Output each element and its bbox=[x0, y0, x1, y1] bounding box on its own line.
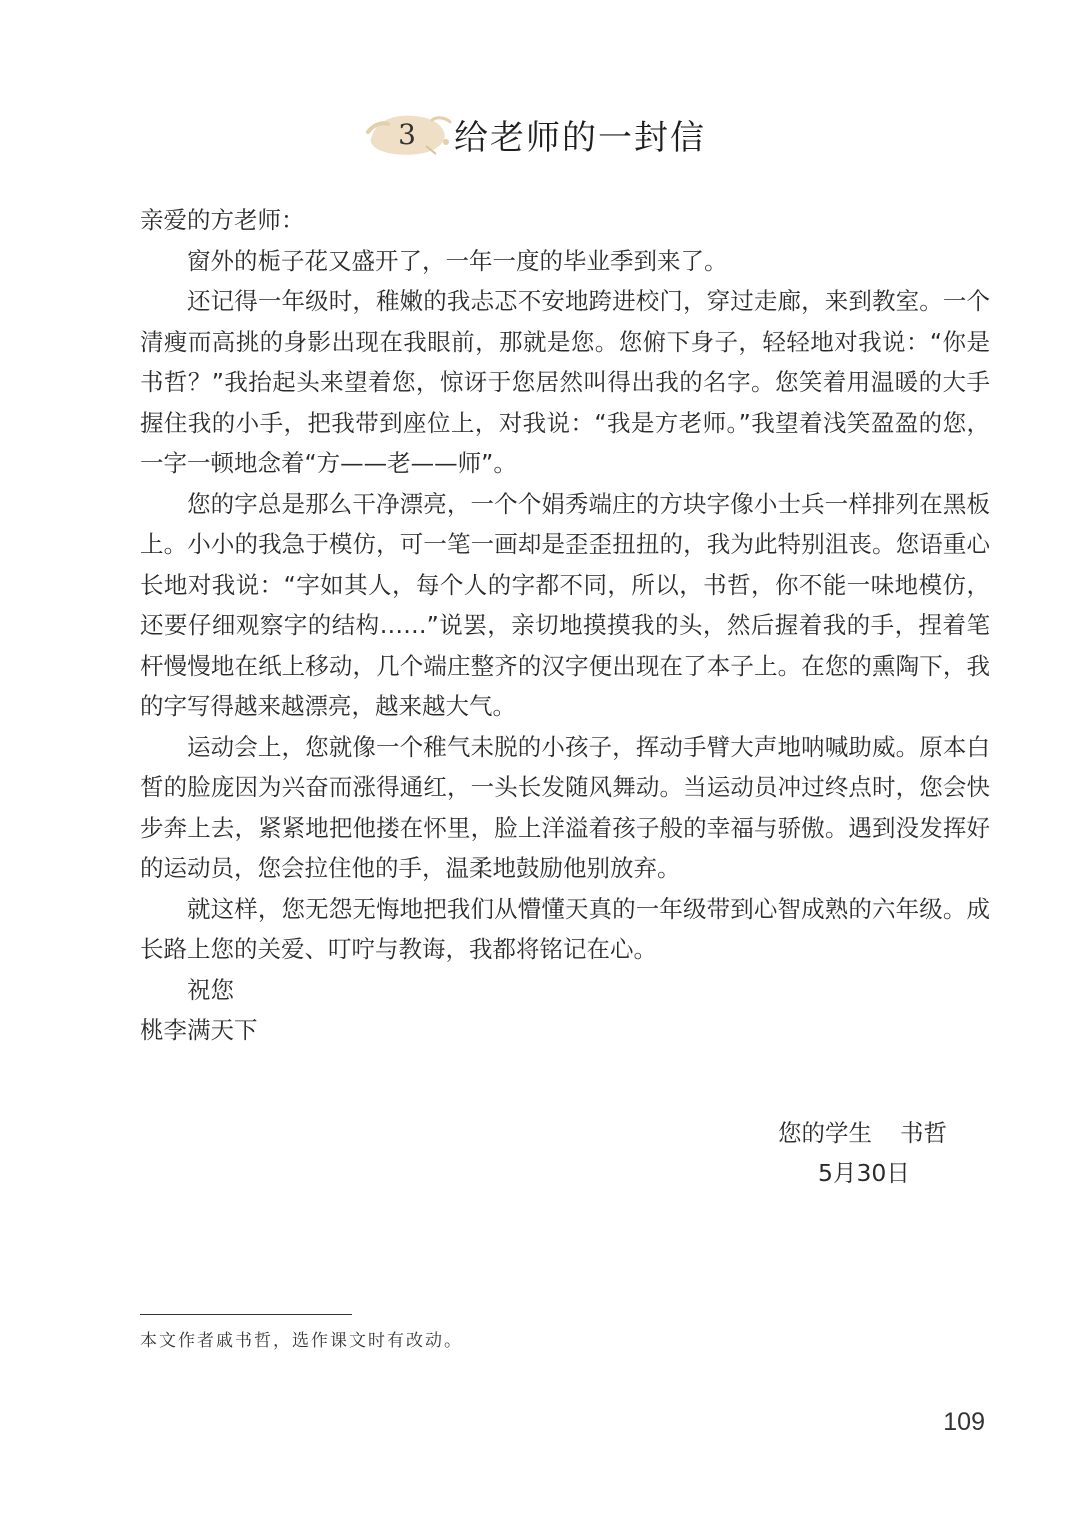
footnote: 本文作者戚书哲，选作课文时有改动。 bbox=[140, 1331, 463, 1351]
signature-role: 您的学生 bbox=[778, 1119, 872, 1147]
letter-signature bbox=[778, 1113, 947, 1193]
signature-name: 书哲 bbox=[900, 1119, 947, 1147]
page-number: 109 bbox=[943, 1408, 985, 1436]
letter-date: 5月30日 bbox=[818, 1159, 910, 1187]
page-title: 给老师的一封信 bbox=[454, 117, 706, 158]
footnote-divider bbox=[140, 1314, 352, 1315]
lesson-header bbox=[0, 108, 1080, 168]
letter-paragraph: 还记得一年级时，稚嫩的我忐忑不安地跨进校门，穿过走廊，来到教室。一个清瘦而高挑的身影出现在我眼前，那就是您。您俯下身子，轻轻地对我说：“你是书哲？”我抬起头来望着您，惊讶于您居然叫得出我的名字。您笑着用温暖的大手握住我的小手，把我带到座位上，对我说：“我是方老师。”我望着浅笑盈盈的您，一字一顿地念着“方——老——师”。 bbox=[140, 287, 990, 477]
letter-salutation: 亲爱的方老师： bbox=[140, 206, 305, 234]
letter-closing-blessing: 桃李满天下 bbox=[140, 1016, 258, 1044]
letter-paragraph: 运动会上，您就像一个稚气未脱的小孩子，挥动手臂大声地呐喊助威。原本白皙的脸庞因为兴奋而涨得通红，一头长发随风舞动。当运动员冲过终点时，您会快步奔上去，紧紧地把他搂在怀里，脸上洋溢着孩子般的幸福与骄傲。遇到没发挥好的运动员，您会拉住他的手，温柔地鼓励他别放弃。 bbox=[140, 732, 990, 882]
lesson-number: 3 bbox=[398, 117, 416, 151]
letter-paragraph: 您的字总是那么干净漂亮，一个个娟秀端庄的方块字像小士兵一样排列在黑板上。小小的我急于模仿，可一笔一画却是歪歪扭扭的，我为此特别沮丧。您语重心长地对我说：“字如其人，每个人的字都不同，所以，书哲，你不能一味地模仿，还要仔细观察字的结构……”说罢，亲切地摸摸我的头，然后握着我的手，捏着笔杆慢慢地在纸上移动，几个端庄整齐的汉字便出现在了本子上。在您的熏陶下，我的字写得越来越漂亮，越来越大气。 bbox=[140, 489, 990, 720]
lesson-number-badge bbox=[374, 108, 440, 160]
letter-paragraph: 窗外的栀子花又盛开了，一年一度的毕业季到来了。 bbox=[187, 246, 728, 275]
letter-body bbox=[140, 200, 990, 1051]
letter-closing-wish: 祝您 bbox=[187, 975, 234, 1004]
letter-paragraph: 就这样，您无怨无悔地把我们从懵懂天真的一年级带到心智成熟的六年级。成长路上您的关爱、叮咛与教诲，我都将铭记在心。 bbox=[140, 894, 990, 963]
